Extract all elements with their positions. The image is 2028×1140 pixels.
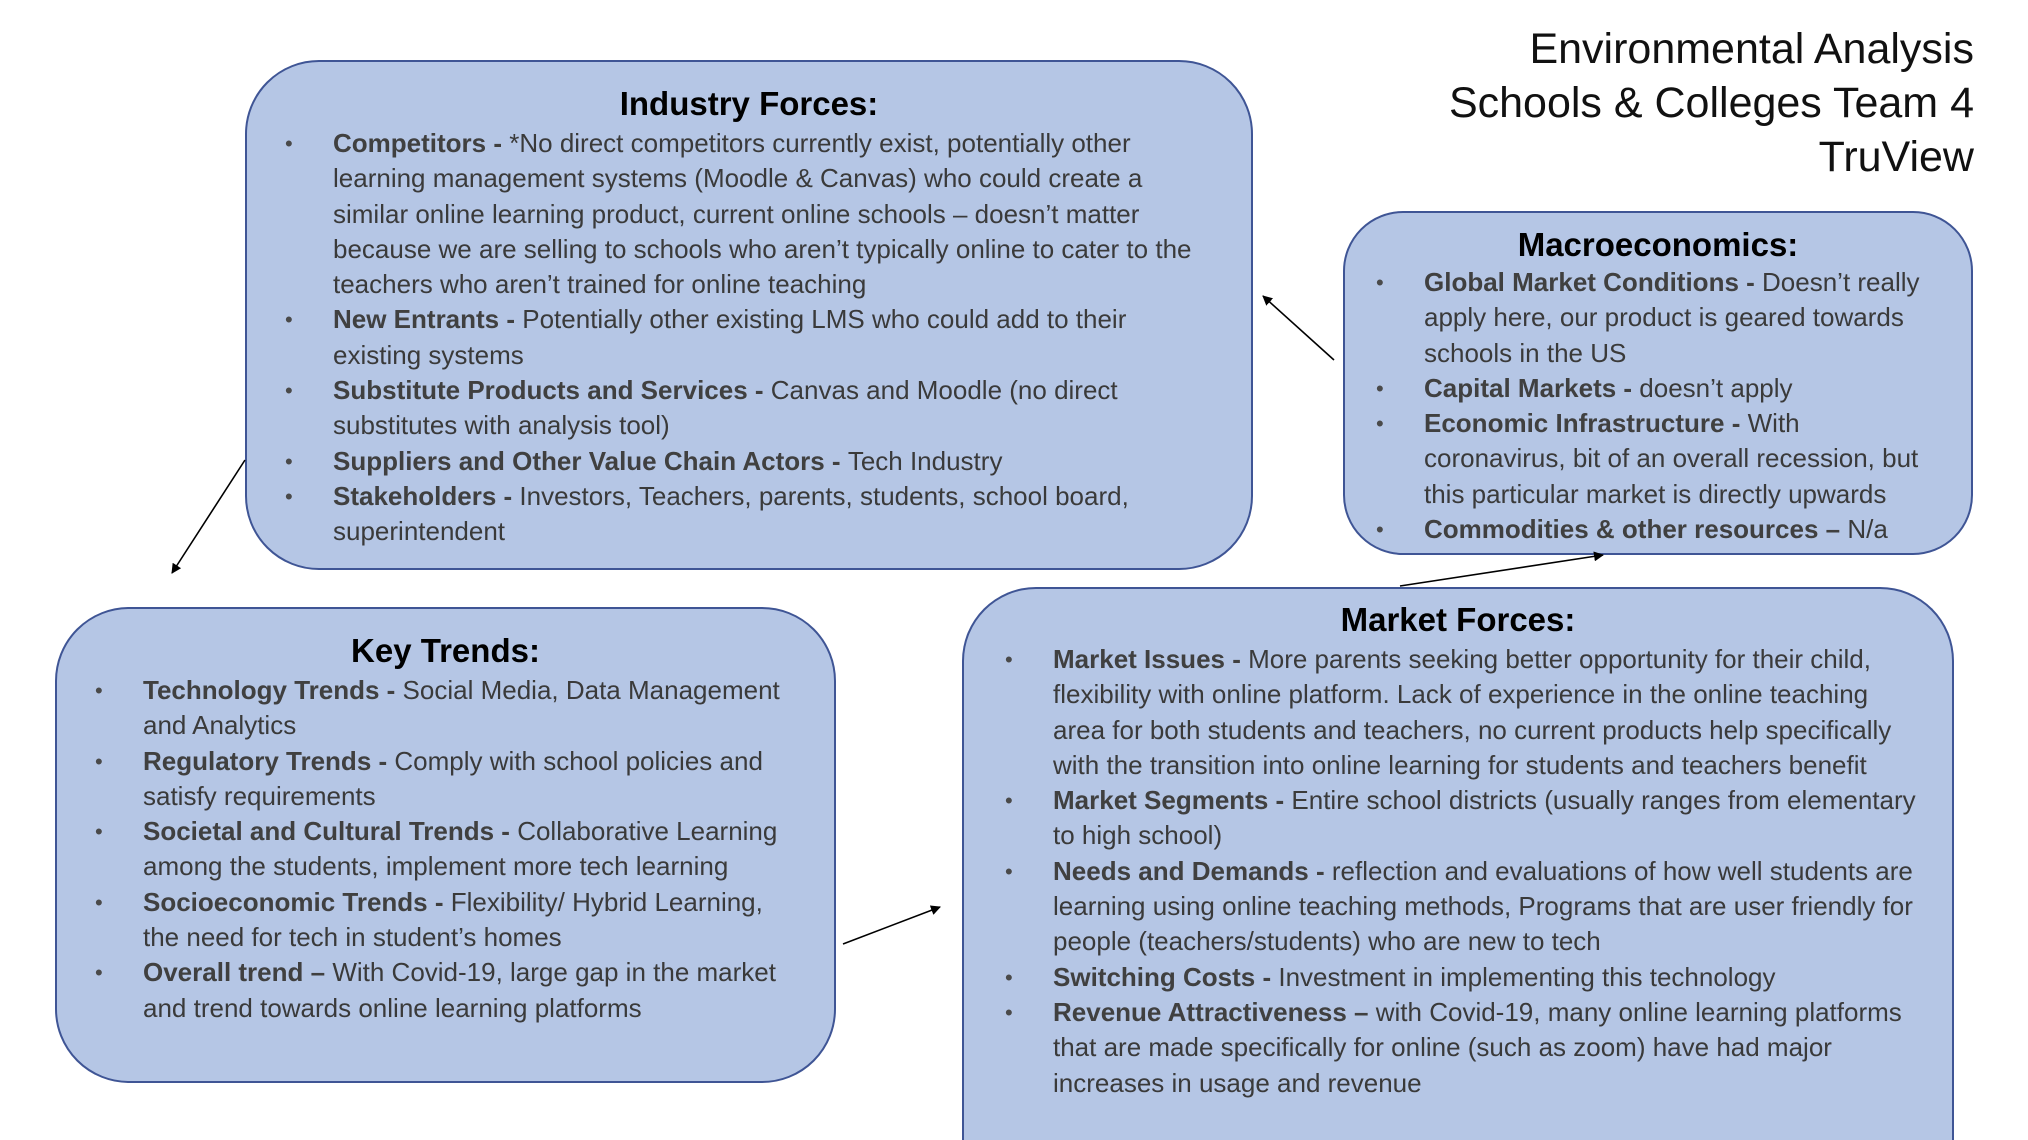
bullet-icon: •	[95, 748, 103, 774]
item-label: Needs and Demands -	[1053, 855, 1332, 886]
item-label: Substitute Products and Services -	[333, 375, 771, 406]
bullet-icon: •	[95, 960, 103, 986]
item-text: With coronavirus, bit of an overall recession, but this particular market is directly upwards	[1424, 408, 1919, 509]
item-label: New Entrants -	[333, 304, 523, 335]
item-label: Market Segments -	[1053, 785, 1292, 816]
bullet-icon: •	[1005, 964, 1013, 990]
title-line-1: Environmental Analysis	[1529, 25, 1974, 73]
item-label: Stakeholders -	[333, 480, 520, 511]
item-text: Collaborative Learning among the students, implement more tech learning	[143, 816, 778, 882]
item-label: Global Market Conditions -	[1424, 267, 1763, 297]
bullet-icon: •	[95, 819, 103, 845]
item-text: *No direct competitors currently exist, potentially other learning management systems (Moodle & Canvas) who could create a similar online learning product, current online schools – doesn’t matter because we are selling to schools who aren’t typically online to cater to the teachers who aren’t trained for online teaching	[333, 128, 1192, 300]
industry-forces-heading: Industry Forces:	[619, 85, 879, 122]
macroeconomics-heading: Macroeconomics:	[1517, 226, 1799, 263]
bullet-icon: •	[285, 307, 293, 333]
bullet-icon: •	[1005, 647, 1013, 672]
item-label: Economic Infrastructure -	[1424, 408, 1748, 439]
item-text: Doesn’t really apply here, our product is geared towards schools in the US	[1424, 267, 1920, 368]
item-label: Revenue Attractiveness –	[1053, 996, 1376, 1027]
item-label: Switching Costs -	[1053, 961, 1279, 992]
item-label: Overall trend –	[143, 957, 333, 988]
item-label: Technology Trends -	[143, 675, 403, 705]
bullet-icon: •	[1376, 270, 1384, 295]
bullet-icon: •	[95, 889, 103, 915]
item-text: Tech Industry	[847, 445, 1003, 476]
item-text: Flexibility/ Hybrid Learning, the need for tech in student’s homes	[143, 886, 763, 953]
bullet-icon: •	[285, 483, 293, 509]
item-label: Market Issues -	[1053, 644, 1249, 674]
item-label: Competitors -	[333, 128, 510, 158]
arrow-macro-to-industry	[1263, 296, 1334, 360]
bullet-icon: •	[1005, 788, 1013, 814]
item-label: Socioeconomic Trends -	[143, 886, 451, 917]
item-text: With Covid-19, large gap in the market and trend towards online learning platforms	[143, 957, 776, 1023]
bullet-icon: •	[1005, 999, 1013, 1025]
item-label: Commodities & other resources –	[1424, 514, 1848, 545]
item-text: Canvas and Moodle (no direct substitutes with analysis tool)	[333, 375, 1118, 441]
item-text: Investors, Teachers, parents, students, school board, superintendent	[333, 480, 1129, 547]
arrow-industry-to-trends	[172, 460, 245, 573]
title-line-3: TruView	[1818, 133, 1974, 181]
item-text: N/a	[1847, 514, 1888, 545]
arrow-market-to-macro	[1400, 555, 1603, 586]
bullet-icon: •	[1005, 858, 1013, 884]
item-text: with Covid-19, many online learning platforms that are made specifically for online (such as zoom) have had major increases in usage and revenue	[1053, 996, 1902, 1098]
bullet-icon: •	[1376, 517, 1384, 543]
arrow-trends-to-market	[843, 907, 940, 944]
item-label: Capital Markets -	[1424, 372, 1640, 403]
item-label: Regulatory Trends -	[143, 745, 395, 776]
bullet-icon: •	[285, 131, 293, 156]
bullet-icon: •	[285, 378, 293, 404]
item-text: Potentially other existing LMS who could add to their existing systems	[333, 304, 1127, 370]
bullet-icon: •	[1376, 375, 1384, 401]
item-text: Entire school districts (usually ranges from elementary to high school)	[1053, 785, 1916, 851]
bullet-icon: •	[1376, 411, 1384, 437]
title-line-2: Schools & Colleges Team 4	[1448, 79, 1974, 127]
item-label: Societal and Cultural Trends -	[143, 816, 518, 847]
bullet-icon: •	[285, 448, 293, 474]
bullet-icon: •	[95, 678, 103, 703]
item-text: Social Media, Data Management and Analytics	[143, 675, 780, 741]
key-trends-heading: Key Trends:	[351, 632, 540, 669]
item-text: Comply with school policies and satisfy requirements	[143, 745, 763, 811]
item-text: reflection and evaluations of how well students are learning using online teaching methods, Programs that are user friendly for people (teachers/students) who are new to tech	[1053, 855, 1913, 957]
item-text: doesn’t apply	[1639, 372, 1793, 403]
item-text: More parents seeking better opportunity for their child, flexibility with online platform. Lack of experience in the online teaching area for both students and teachers, no current products help specifically with the transition into online learning for students and teachers benefit	[1053, 644, 1892, 780]
item-label: Suppliers and Other Value Chain Actors -	[333, 445, 848, 476]
market-forces-heading: Market Forces:	[1340, 601, 1576, 638]
item-text: Investment in implementing this technology	[1278, 961, 1776, 992]
